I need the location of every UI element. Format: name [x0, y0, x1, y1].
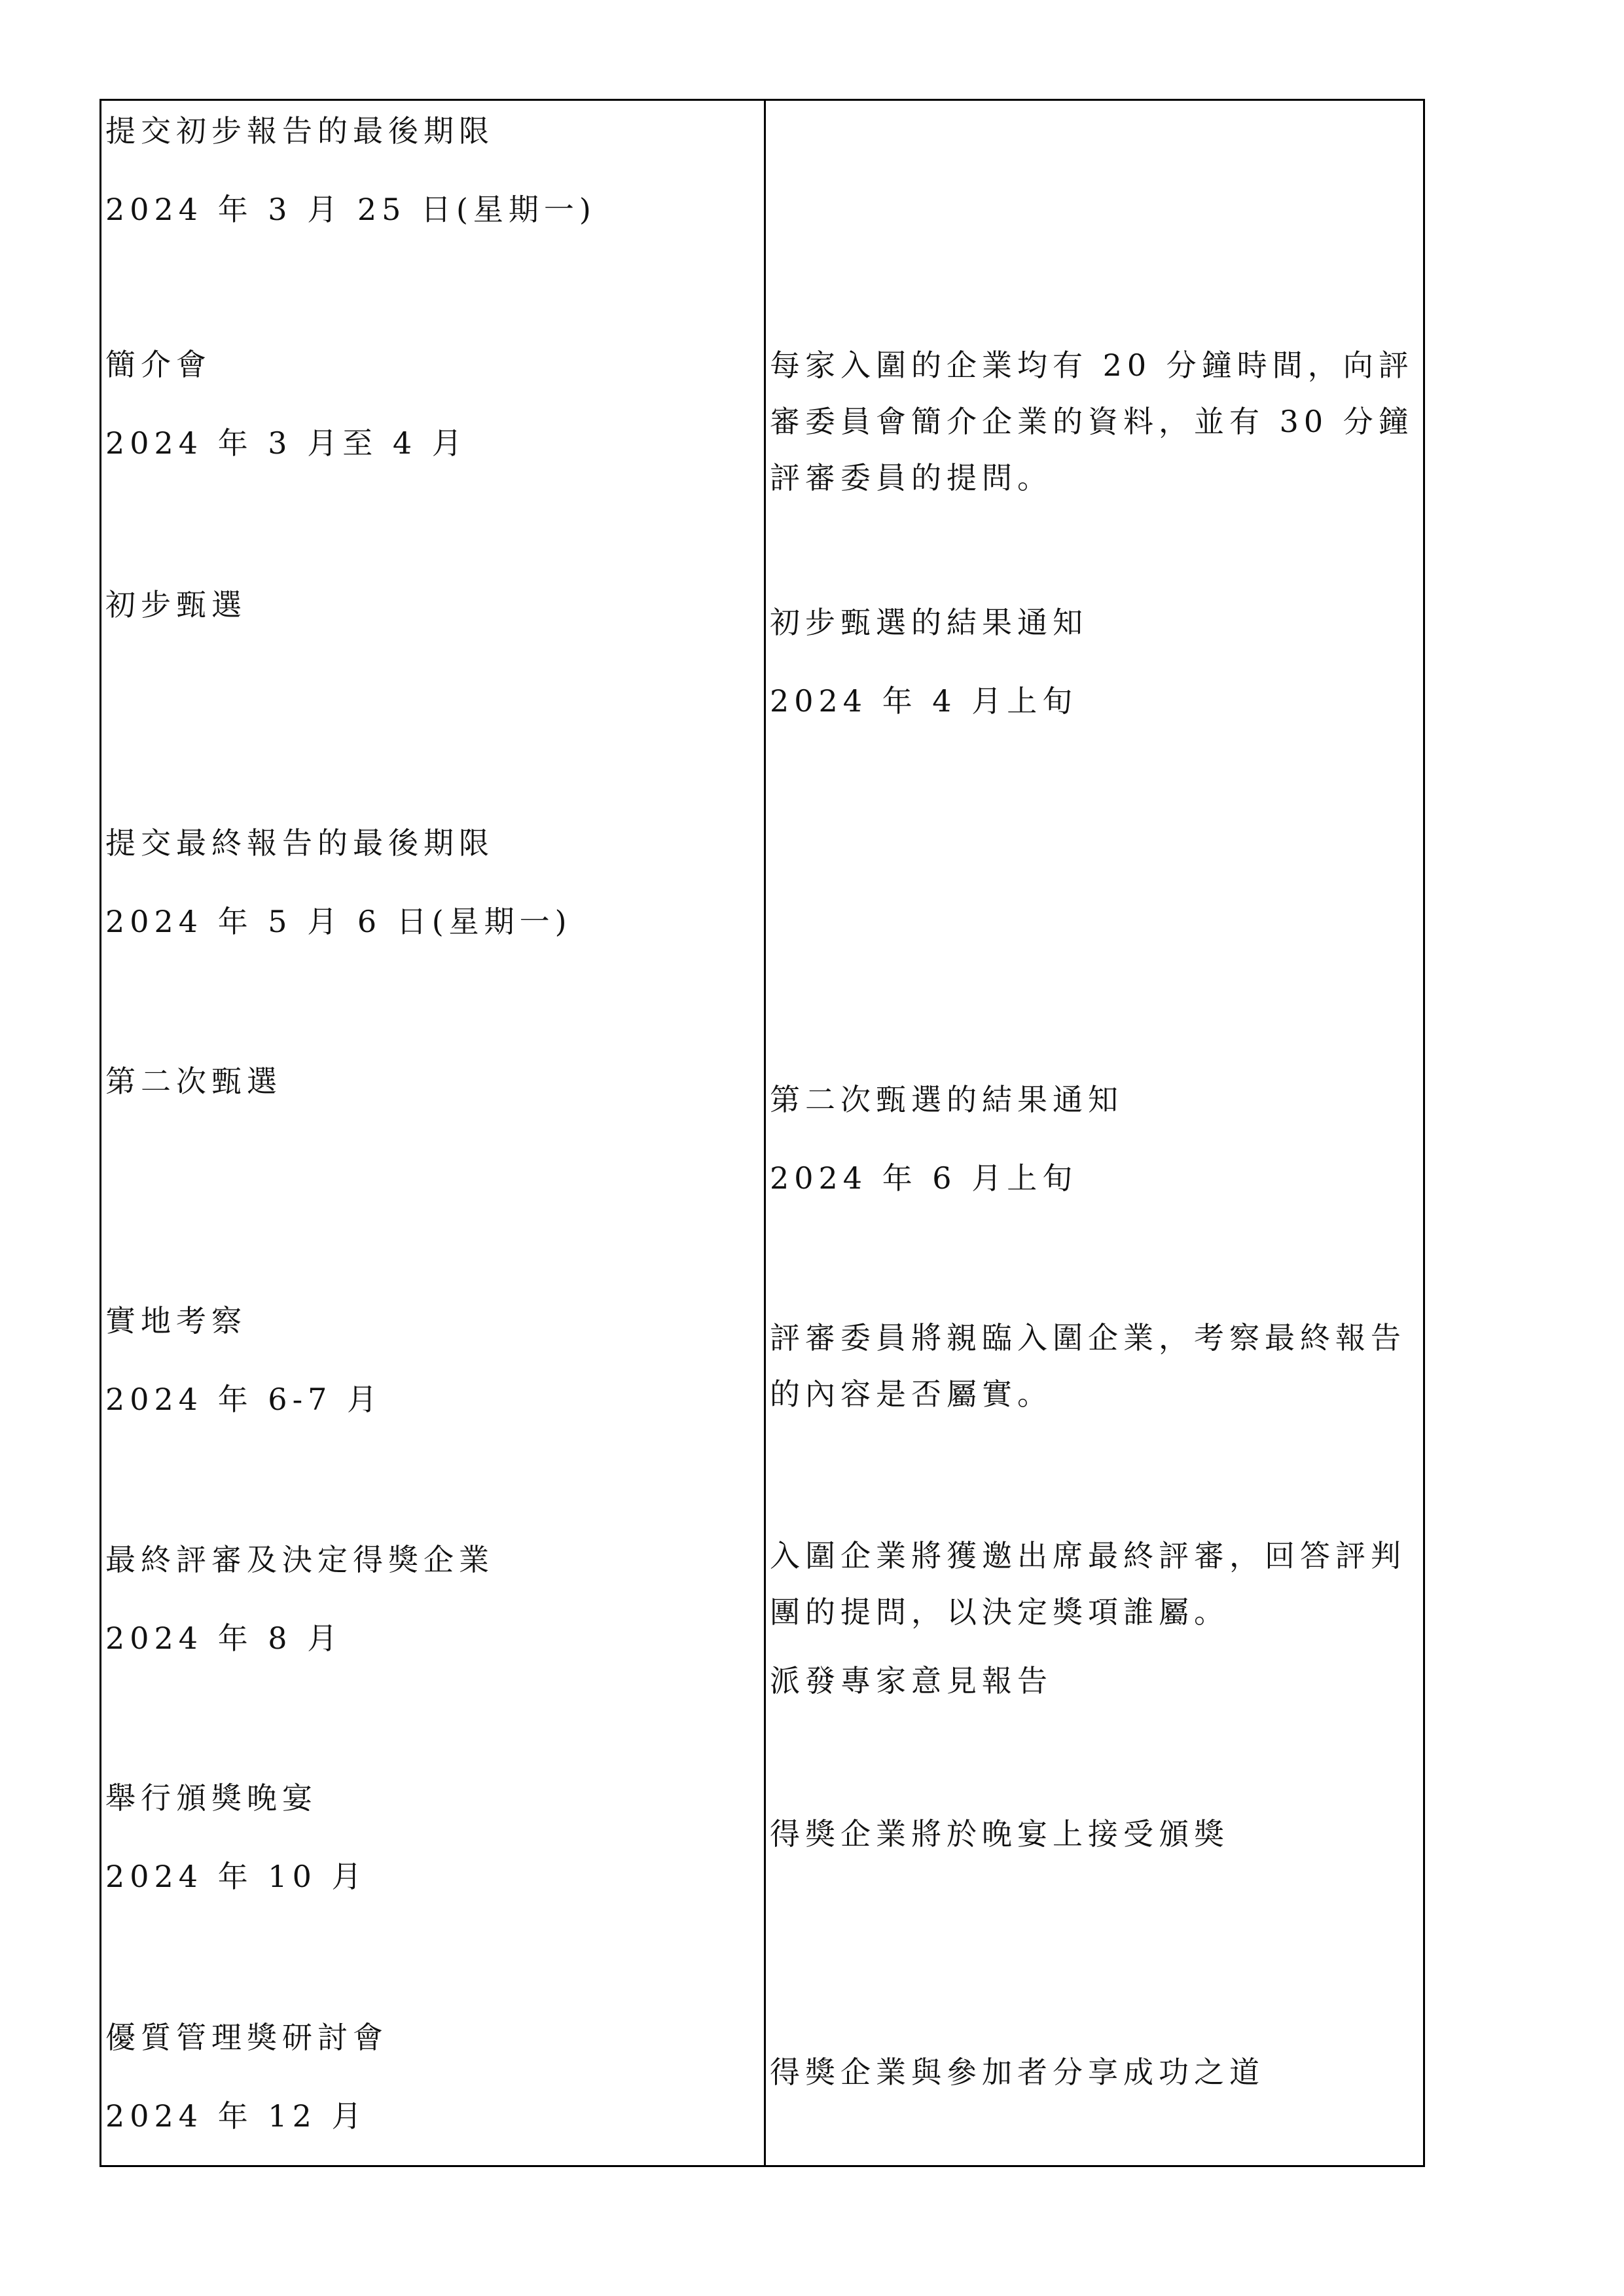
detail-first-result [770, 595, 1419, 728]
milestone-second-screening [105, 1054, 760, 1109]
milestone-date: 2024 年 10 月 [105, 1859, 367, 1894]
milestone-award-banquet [105, 1770, 760, 1904]
schedule-table [99, 99, 1425, 2167]
table-row [101, 100, 1424, 2166]
milestone-title: 優質管理獎研討會 [105, 2020, 388, 2055]
detail-site-visit [770, 1310, 1419, 1422]
milestone-date: 2024 年 5 月 6 日(星期一) [105, 904, 572, 939]
milestone-date: 2024 年 3 月至 4 月 [105, 425, 467, 461]
detail-title: 第二次甄選的結果通知 [770, 1082, 1123, 1117]
milestone-column [101, 100, 765, 2166]
detail-title: 初步甄選的結果通知 [770, 605, 1088, 640]
milestone-title: 提交初步報告的最後期限 [105, 113, 494, 149]
details-column [765, 100, 1424, 2166]
milestone-final-judging [105, 1532, 760, 1666]
detail-text: 評審委員將親臨入圍企業，考察最終報告的內容是否屬實。 [770, 1320, 1406, 1412]
milestone-title: 提交最終報告的最後期限 [105, 825, 494, 861]
milestone-title: 第二次甄選 [105, 1064, 282, 1099]
milestone-date: 2024 年 12 月 [105, 2098, 367, 2134]
milestone-briefing-session [105, 337, 760, 471]
detail-text: 得獎企業與參加者分享成功之道 [770, 2054, 1265, 2090]
detail-expert-report: 派發專家意見報告 [770, 1663, 1053, 1698]
detail-final-judging [770, 1528, 1419, 1708]
milestone-title: 簡介會 [105, 347, 211, 382]
milestone-title: 最終評審及決定得獎企業 [105, 1542, 494, 1577]
detail-second-result [770, 1072, 1419, 1206]
milestone-date: 2024 年 6-7 月 [105, 1382, 383, 1417]
milestone-final-report [105, 816, 760, 949]
detail-text: 每家入圍的企業均有 20 分鐘時間，向評審委員會簡介企業的資料，並有 30 分鐘評審委員的提問。 [770, 348, 1414, 495]
detail-text: 得獎企業將於晚宴上接受頒獎 [770, 1816, 1229, 1852]
milestone-preliminary-report [105, 103, 760, 237]
milestone-date: 2024 年 8 月 [105, 1621, 343, 1656]
detail-award-banquet [770, 1806, 1419, 1861]
detail-date: 2024 年 4 月上旬 [770, 683, 1078, 719]
milestone-title: 實地考察 [105, 1303, 247, 1338]
detail-text: 入圍企業將獲邀出席最終評審，回答評判團的提問，以決定獎項誰屬。 [770, 1538, 1406, 1630]
milestone-site-visit [105, 1293, 760, 1427]
milestone-seminar [105, 2010, 760, 2144]
milestone-date: 2024 年 3 月 25 日(星期一) [105, 192, 596, 227]
detail-date: 2024 年 6 月上旬 [770, 1160, 1078, 1196]
milestone-title: 初步甄選 [105, 587, 247, 622]
milestone-first-screening [105, 577, 760, 632]
detail-briefing [770, 337, 1419, 506]
detail-seminar [770, 2045, 1419, 2100]
milestone-title: 舉行頒獎晚宴 [105, 1780, 317, 1816]
